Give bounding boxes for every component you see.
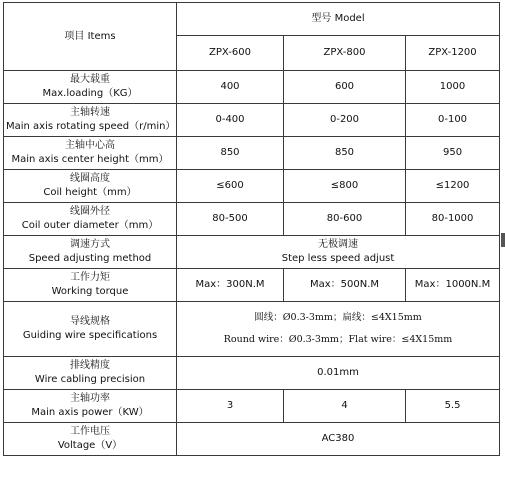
merged-cell: 圆线：Ø0.3-3mm；扁线：≤4X15mm Round wire：Ø0.3-3mm；Flat wire：≤4X15mm (177, 302, 500, 357)
cell-value: 4 (284, 390, 406, 423)
row-label: 排线精度 Wire cabling precision (4, 357, 177, 390)
cell-value: 400 (177, 71, 284, 104)
table-row (4, 357, 500, 390)
cell-value: 80-600 (284, 203, 406, 236)
cell-value: 0-200 (284, 104, 406, 137)
table-row (4, 423, 500, 456)
model-name: ZPX-800 (284, 36, 406, 71)
row-label: 导线规格 Guiding wire specifications (4, 302, 177, 357)
cell-value: 1000 (406, 71, 500, 104)
cell-value: 850 (177, 137, 284, 170)
merged-cell: AC380 (177, 423, 500, 456)
model-name: ZPX-600 (177, 36, 284, 71)
row-label: 工作力矩 Working torque (4, 269, 177, 302)
cell-value: 80-1000 (406, 203, 500, 236)
cell-value: ≤800 (284, 170, 406, 203)
merged-cell: 无极调速 Step less speed adjust (177, 236, 500, 269)
row-label: 最大载重 Max.loading（KG） (4, 71, 177, 104)
table-row (4, 203, 500, 236)
table-row (4, 71, 500, 104)
model-header: 型号 Model (177, 3, 500, 36)
cell-value: 850 (284, 137, 406, 170)
table-row (4, 269, 500, 302)
cell-value: Max：1000N.M (406, 269, 500, 302)
cell-value: 80-500 (177, 203, 284, 236)
row-label: 调速方式 Speed adjusting method (4, 236, 177, 269)
table-row (4, 137, 500, 170)
cell-value: 600 (284, 71, 406, 104)
cell-value: ≤600 (177, 170, 284, 203)
cell-value: 0-400 (177, 104, 284, 137)
header-row (4, 3, 500, 36)
table-row (4, 390, 500, 423)
cell-value: Max：500N.M (284, 269, 406, 302)
cell-value: 5.5 (406, 390, 500, 423)
cell-value: 950 (406, 137, 500, 170)
row-label: 线圈外径 Coil outer diameter（mm） (4, 203, 177, 236)
scroll-handle[interactable] (501, 233, 505, 247)
row-label: 线圈高度 Coil height（mm） (4, 170, 177, 203)
spec-table (3, 2, 500, 456)
row-label: 主轴中心高 Main axis center height（mm） (4, 137, 177, 170)
row-label: 主轴转速 Main axis rotating speed（r/min） (4, 104, 177, 137)
table-row (4, 104, 500, 137)
cell-value: 3 (177, 390, 284, 423)
model-name: ZPX-1200 (406, 36, 500, 71)
row-label: 工作电压 Voltage（V） (4, 423, 177, 456)
merged-cell: 0.01mm (177, 357, 500, 390)
cell-value: 0-100 (406, 104, 500, 137)
cell-value: ≤1200 (406, 170, 500, 203)
row-label: 主轴功率 Main axis power（KW） (4, 390, 177, 423)
table-row (4, 236, 500, 269)
table-row (4, 302, 500, 357)
cell-value: Max：300N.M (177, 269, 284, 302)
items-header: 项目 Items (4, 3, 177, 71)
table-row (4, 170, 500, 203)
